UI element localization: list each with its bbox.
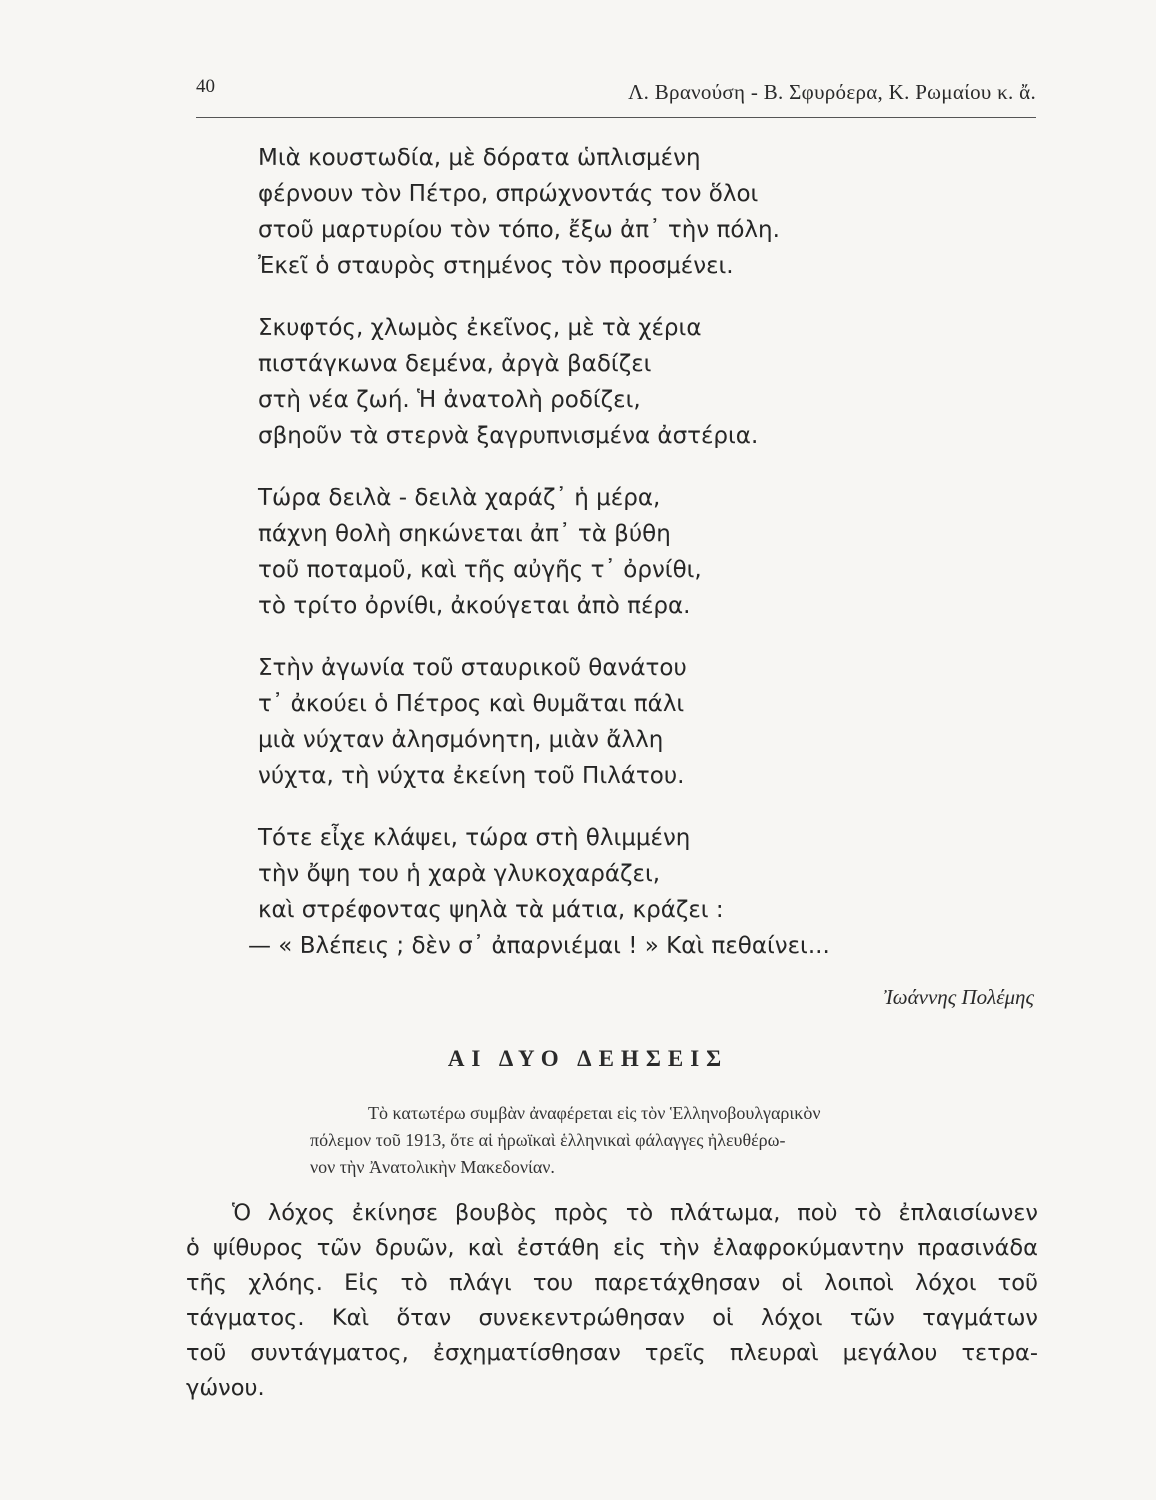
prose-line: τάγματος. Καὶ ὅταν συνεκεντρώθησαν οἱ λόχοι τῶν ταγμάτων: [186, 1305, 1038, 1331]
verse-line: Ἐκεῖ ὁ σταυρὸς στημένος τὸν προσμένει.: [258, 253, 734, 279]
verse-line: Τότε εἶχε κλάψει, τώρα στὴ θλιμμένη: [258, 825, 691, 851]
section-title: ΑΙ ΔΥΟ ΔΕΗΣΕΙΣ: [447, 1046, 729, 1071]
prose-paragraph: [186, 1196, 1038, 1406]
header-rule: [196, 117, 1036, 118]
poem: [248, 140, 958, 990]
epigraph-line: νον τὴν Ἀνατολικὴν Μακεδονίαν.: [310, 1157, 555, 1177]
verse-line: στοῦ μαρτυρίου τὸν τόπο, ἔξω ἀπ᾽ τὴν πόλη.: [258, 217, 780, 243]
verse-line: στὴ νέα ζωή. Ἡ ἀνατολὴ ροδίζει,: [258, 387, 641, 413]
verse-line: Τώρα δειλὰ - δειλὰ χαράζ᾽ ἡ μέρα,: [258, 485, 661, 511]
prose-line: Ὁ λόχος ἐκίνησε βουβὸς πρὸς τὸ πλάτωμα, ποὺ τὸ ἐπλαισίωνεν: [232, 1200, 1038, 1226]
prose-line: τῆς χλόης. Εἰς τὸ πλάγι του παρετάχθησαν οἱ λοιποὶ λόχοι τοῦ: [186, 1270, 1038, 1296]
stanza-4: [258, 650, 958, 794]
verse-line: πιστάγκωνα δεμένα, ἀργὰ βαδίζει: [258, 351, 652, 377]
verse-line: τ᾽ ἀκούει ὁ Πέτρος καὶ θυμᾶται πάλι: [258, 691, 685, 717]
verse-line: φέρνουν τὸν Πέτρο, σπρώχνοντάς τον ὅλοι: [258, 181, 759, 207]
page-number: 40: [196, 76, 215, 97]
prose-line: ὁ ψίθυρος τῶν δρυῶν, καὶ ἐστάθη εἰς τὴν ἐλαφροκύμαντην πρασινάδα: [186, 1235, 1038, 1261]
epigraph: [310, 1100, 1032, 1181]
verse-line: πάχνη θολὴ σηκώνεται ἀπ᾽ τὰ βύθη: [258, 521, 671, 547]
verse-line: — « Βλέπεις ; δὲν σ᾽ ἀπαρνιέμαι ! » Καὶ πεθαίνει...: [248, 933, 830, 959]
stanza-5: [248, 820, 958, 964]
epigraph-line: πόλεμον τοῦ 1913, ὅτε αἱ ἡρωϊκαὶ ἑλληνικαὶ φάλαγγες ἠλευθέρω-: [310, 1130, 786, 1150]
verse-line: τὸ τρίτο ὀρνίθι, ἀκούγεται ἀπὸ πέρα.: [258, 593, 691, 619]
verse-line: νύχτα, τὴ νύχτα ἐκείνη τοῦ Πιλάτου.: [258, 763, 685, 789]
stanza-3: [258, 480, 958, 624]
verse-line: τὴν ὄψη του ἡ χαρὰ γλυκοχαράζει,: [258, 861, 661, 887]
verse-line: σβηοῦν τὰ στερνὰ ξαγρυπνισμένα ἀστέρια.: [258, 423, 759, 449]
running-head: Λ. Βρανούση - Β. Σφυρόερα, Κ. Ρωμαίου κ. ἄ.: [628, 80, 1036, 104]
stanza-1: [258, 140, 958, 284]
verse-line: καὶ στρέφοντας ψηλὰ τὰ μάτια, κράζει :: [258, 897, 724, 923]
verse-line: Μιὰ κουστωδία, μὲ δόρατα ὡπλισμένη: [258, 145, 701, 171]
epigraph-line: Τὸ κατωτέρω συμβὰν ἀναφέρεται εἰς τὸν Ἑλληνοβουλγαρικὸν: [368, 1103, 821, 1123]
prose-line: τοῦ συντάγματος, ἐσχηματίσθησαν τρεῖς πλευραὶ μεγάλου τετρα-: [186, 1340, 1038, 1366]
verse-line: Σκυφτός, χλωμὸς ἐκεῖνος, μὲ τὰ χέρια: [258, 315, 702, 341]
poem-author: Ἰωάννης Πολέμης: [883, 985, 1034, 1009]
stanza-2: [258, 310, 958, 454]
verse-line: τοῦ ποταμοῦ, καὶ τῆς αὐγῆς τ᾽ ὀρνίθι,: [258, 557, 702, 583]
prose-line: γώνου.: [186, 1375, 265, 1401]
verse-line: μιὰ νύχταν ἀλησμόνητη, μιὰν ἄλλη: [258, 727, 664, 753]
page-header: [196, 76, 1036, 116]
verse-line: Στὴν ἀγωνία τοῦ σταυρικοῦ θανάτου: [258, 655, 687, 681]
